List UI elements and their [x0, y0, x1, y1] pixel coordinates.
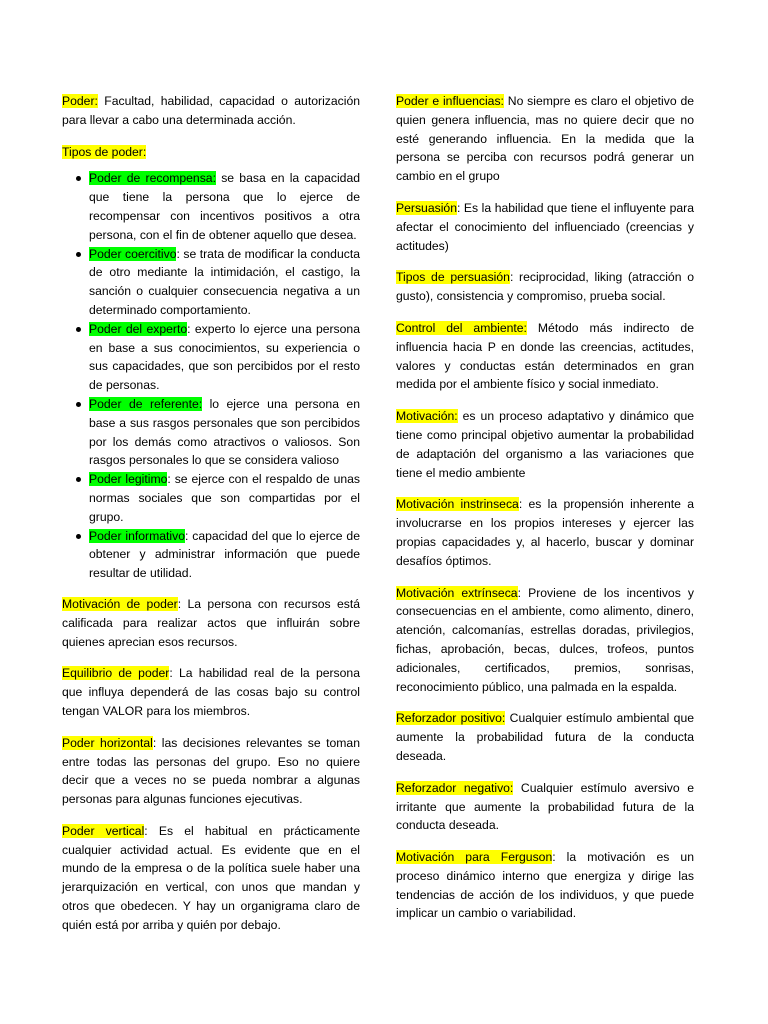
term-highlight: Poder coercitivo: [89, 246, 177, 261]
term-highlight: Tipos de poder:: [62, 144, 147, 159]
definition-equilibrio-de-poder: [62, 664, 360, 720]
definition-text: : La habilidad real de la persona que influya dependerá de las cosas bajo su control tengan VALOR para los miembros.: [62, 666, 360, 718]
term-highlight: Motivación:: [396, 409, 458, 424]
list-item: [89, 395, 360, 470]
definition-text: : la motivación es un proceso dinámico interno que energiza y dirige las tendencias de acción de los individuos, y que puede implicar un cambio o variabilidad.: [396, 850, 694, 921]
list-item: [89, 245, 360, 320]
list-item: [89, 470, 360, 526]
definition-text: : se ejerce con el respaldo de unas normas sociales que son compartidas por el grupo.: [89, 472, 361, 524]
definition-text: : las decisiones relevantes se toman entre todas las personas del grupo. Eso no quiere decir que a veces no se pueda nombrar a algunas personas para algunas funciones ejecutivas.: [62, 735, 360, 807]
term-highlight: Reforzador negativo:: [396, 780, 514, 795]
term-highlight: Reforzador positivo:: [396, 711, 506, 726]
tipos-de-poder-heading: [62, 143, 360, 162]
definition-motivacion-de-poder: [62, 595, 360, 651]
definition-text: Método más indirecto de influencia hacia P en donde las creencias, actitudes, valores y conductas están determinados en gran medida por el ambiente físico y social inmediato.: [396, 320, 694, 392]
definition-poder-horizontal: [62, 734, 360, 809]
definition-text: lo ejerce una persona en base a sus rasgos personales que son percibidos por los demás como atractivos o valiosos. Son rasgos personales lo que se considera valioso: [89, 396, 360, 468]
definition-text: : es la propensión inherente a involucrarse en los propios intereses y ejercer las propias capacidades y, al hacerlo, buscar y dominar desafíos óptimos.: [396, 497, 694, 568]
list-item: [89, 169, 360, 244]
definition-text: : Es la habilidad que tiene el influyente para afectar el conocimiento del influenciado (creencias y actitudes): [396, 200, 694, 253]
tipos-de-poder-list: [62, 169, 360, 583]
list-item: [89, 527, 360, 583]
definition-text: Facultad, habilidad, capacidad o autorización para llevar a cabo una determinada acción.: [62, 94, 360, 127]
term-highlight: Poder del experto: [89, 321, 188, 336]
definition-text: : capacidad del que lo ejerce de obtener y administrar información que puede resultar de utilidad.: [89, 528, 360, 581]
definition-reforzador-negativo: [396, 779, 694, 835]
term-highlight: Poder e influencias:: [396, 94, 504, 108]
term-highlight: Poder horizontal: [62, 735, 153, 750]
definition-text: : Es el habitual en prácticamente cualquier actividad actual. Es evidente que en el mundo de la empresa o de la política suele haber una jerarquización en vertical, con unos que mandan y otros que obedecen. Y hay un organigrama claro de quién está por arriba y quién por debajo.: [62, 823, 360, 932]
definition-text: No siempre es claro el objetivo de quien genera influencia, mas no quiere decir que no esté generando influencia. En la medida que la persona se perciba con recursos podrá generar un cambio en el grupo: [396, 94, 695, 184]
right-column: [396, 92, 694, 936]
definition-motivacion-extrinseca: [396, 584, 694, 697]
list-item: [89, 320, 360, 395]
term-highlight: Motivación instrinseca: [396, 497, 519, 512]
definition-poder-vertical: [62, 822, 360, 935]
term-highlight: Poder:: [62, 94, 98, 108]
term-highlight: Equilibrio de poder: [62, 666, 170, 681]
term-highlight: Tipos de persuasión: [396, 270, 510, 285]
term-highlight: Motivación de poder: [62, 596, 178, 611]
term-highlight: Poder de recompensa:: [89, 171, 216, 186]
definition-text: : se trata de modificar la conducta de otro mediante la intimidación, el castigo, la sanción o cualquier consecuencia negativa a un determinado comportamiento.: [89, 246, 360, 317]
definition-text: se basa en la capacidad que tiene la persona que lo ejerce de recompensar con incentivos positivos a otra persona, con el fin de obtener aquello que desea.: [89, 171, 360, 242]
term-highlight: Poder informativo: [89, 528, 185, 543]
definition-text: Cualquier estímulo ambiental que aumente la probabilidad futura de la conducta deseada.: [396, 711, 695, 763]
definition-reforzador-positivo: [396, 709, 694, 765]
definition-text: : Proviene de los incentivos y consecuencias en el ambiente, como alimento, dinero, atención, calcomanías, estrellas doradas, privilegios, fichas, aprobación, becas, dulces, trofeos, puntos adicionales, certificados, premios, sonrisas, reconocimiento público, una palmada en la espalda.: [396, 585, 694, 694]
definition-persuasion: [396, 199, 694, 255]
definition-tipos-de-persuasion: [396, 268, 694, 306]
left-column: [62, 92, 360, 948]
definition-text: : experto lo ejerce una persona en base a sus conocimientos, su experiencia o sus capacidades, que son percibidos por el resto de personas.: [89, 321, 360, 393]
definition-text: Cualquier estímulo aversivo e irritante que aumente la probabilidad futura de la conducta deseada.: [396, 780, 694, 833]
term-highlight: Poder legitimo: [89, 472, 168, 487]
definition-motivacion: [396, 407, 694, 482]
definition-text: : La persona con recursos está calificada para realizar actos que influirán sobre quienes aprecian esos recursos.: [62, 596, 360, 649]
definition-motivacion-para-ferguson: [396, 848, 694, 923]
definition-text: : reciprocidad, liking (atracción o gusto), consistencia y compromiso, prueba social.: [396, 270, 694, 304]
term-highlight: Control del ambiente:: [396, 320, 527, 335]
definition-poder-e-influencias: [396, 92, 694, 186]
definition-control-del-ambiente: [396, 319, 694, 394]
definition-text: es un proceso adaptativo y dinámico que tiene como principal objetivo aumentar la probabilidad de adaptación del organismo a las variaciones que tiene el medio ambiente: [396, 409, 694, 480]
definition-motivacion-intrinseca: [396, 495, 694, 570]
term-highlight: Motivación para Ferguson: [396, 850, 553, 865]
term-highlight: Persuasión: [396, 200, 457, 215]
definition-poder: [62, 92, 360, 130]
term-highlight: Poder de referente:: [89, 396, 203, 411]
term-highlight: Poder vertical: [62, 823, 145, 838]
term-highlight: Motivación extrínseca: [396, 585, 518, 600]
